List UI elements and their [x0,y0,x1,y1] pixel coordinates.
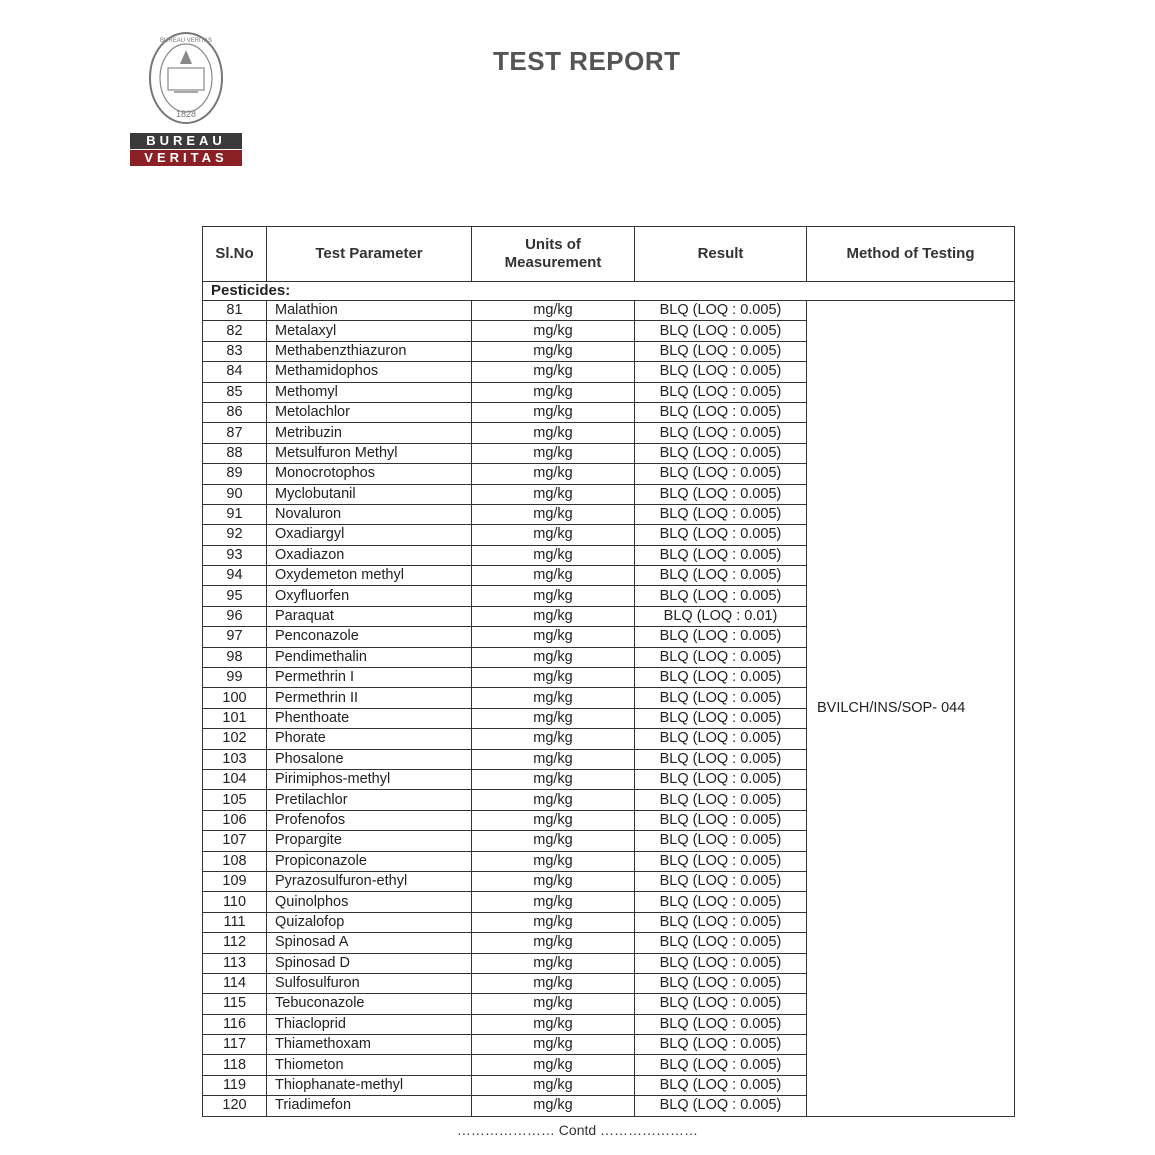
cell-result: BLQ (LOQ : 0.005) [635,892,807,912]
cell-test-parameter: Metribuzin [267,423,472,443]
cell-slno: 88 [203,443,267,463]
cell-test-parameter: Propargite [267,831,472,851]
cell-slno: 118 [203,1055,267,1075]
cell-unit: mg/kg [472,362,635,382]
cell-test-parameter: Methomyl [267,382,472,402]
cell-test-parameter: Monocrotophos [267,464,472,484]
cell-slno: 114 [203,973,267,993]
logo-ring-text: BUREAU VERITAS [160,38,212,44]
cell-test-parameter: Phosalone [267,749,472,769]
cell-slno: 110 [203,892,267,912]
cell-slno: 84 [203,362,267,382]
cell-result: BLQ (LOQ : 0.005) [635,933,807,953]
cell-test-parameter: Methabenzthiazuron [267,341,472,361]
cell-slno: 106 [203,810,267,830]
cell-test-parameter: Metalaxyl [267,321,472,341]
cell-test-parameter: Pretilachlor [267,790,472,810]
cell-unit: mg/kg [472,994,635,1014]
cell-result: BLQ (LOQ : 0.005) [635,912,807,932]
col-header-units-label: Units of Measurement [504,236,602,271]
cell-slno: 101 [203,708,267,728]
cell-test-parameter: Myclobutanil [267,484,472,504]
cell-result: BLQ (LOQ : 0.005) [635,586,807,606]
cell-unit: mg/kg [472,423,635,443]
cell-slno: 95 [203,586,267,606]
cell-test-parameter: Sulfosulfuron [267,973,472,993]
cell-result: BLQ (LOQ : 0.005) [635,1014,807,1034]
cell-result: BLQ (LOQ : 0.005) [635,973,807,993]
cell-unit: mg/kg [472,1055,635,1075]
cell-unit: mg/kg [472,668,635,688]
cell-unit: mg/kg [472,729,635,749]
cell-slno: 115 [203,994,267,1014]
results-table [202,226,1015,1117]
cell-test-parameter: Quinolphos [267,892,472,912]
cell-test-parameter: Paraquat [267,606,472,626]
table-header-row [203,227,1015,282]
cell-slno: 103 [203,749,267,769]
cell-unit: mg/kg [472,1096,635,1116]
cell-test-parameter: Metolachlor [267,402,472,422]
cell-test-parameter: Permethrin I [267,668,472,688]
table-row [203,301,1015,321]
cell-test-parameter: Oxyfluorfen [267,586,472,606]
logo-word-bureau: BUREAU [130,133,242,149]
cell-slno: 109 [203,871,267,891]
cell-unit: mg/kg [472,1014,635,1034]
cell-test-parameter: Oxadiazon [267,545,472,565]
cell-result: BLQ (LOQ : 0.005) [635,1096,807,1116]
cell-test-parameter: Metsulfuron Methyl [267,443,472,463]
cell-test-parameter: Tebuconazole [267,994,472,1014]
cell-slno: 99 [203,668,267,688]
cell-slno: 119 [203,1075,267,1095]
cell-result: BLQ (LOQ : 0.005) [635,851,807,871]
cell-test-parameter: Pyrazosulfuron-ethyl [267,871,472,891]
cell-test-parameter: Propiconazole [267,851,472,871]
cell-unit: mg/kg [472,647,635,667]
cell-result: BLQ (LOQ : 0.005) [635,382,807,402]
cell-result: BLQ (LOQ : 0.005) [635,749,807,769]
cell-slno: 117 [203,1035,267,1055]
cell-unit: mg/kg [472,688,635,708]
cell-result: BLQ (LOQ : 0.005) [635,484,807,504]
cell-unit: mg/kg [472,933,635,953]
cell-slno: 86 [203,402,267,422]
cell-unit: mg/kg [472,586,635,606]
contd-footer: ………………… Contd ………………… [456,1122,699,1138]
cell-slno: 93 [203,545,267,565]
cell-result: BLQ (LOQ : 0.005) [635,688,807,708]
cell-slno: 108 [203,851,267,871]
cell-test-parameter: Pendimethalin [267,647,472,667]
cell-test-parameter: Penconazole [267,627,472,647]
cell-unit: mg/kg [472,627,635,647]
cell-slno: 89 [203,464,267,484]
cell-unit: mg/kg [472,1075,635,1095]
cell-test-parameter: Spinosad A [267,933,472,953]
cell-unit: mg/kg [472,769,635,789]
cell-test-parameter: Phorate [267,729,472,749]
cell-result: BLQ (LOQ : 0.005) [635,464,807,484]
section-row [203,282,1015,301]
cell-slno: 91 [203,504,267,524]
cell-result: BLQ (LOQ : 0.005) [635,994,807,1014]
cell-result: BLQ (LOQ : 0.005) [635,668,807,688]
cell-slno: 113 [203,953,267,973]
cell-slno: 102 [203,729,267,749]
cell-result: BLQ (LOQ : 0.005) [635,790,807,810]
col-header-units [472,227,635,282]
cell-unit: mg/kg [472,749,635,769]
cell-result: BLQ (LOQ : 0.005) [635,708,807,728]
cell-test-parameter: Spinosad D [267,953,472,973]
cell-slno: 92 [203,525,267,545]
cell-slno: 87 [203,423,267,443]
cell-test-parameter: Novaluron [267,504,472,524]
cell-test-parameter: Methamidophos [267,362,472,382]
cell-unit: mg/kg [472,464,635,484]
cell-unit: mg/kg [472,606,635,626]
cell-test-parameter: Quizalofop [267,912,472,932]
cell-result: BLQ (LOQ : 0.005) [635,831,807,851]
cell-unit: mg/kg [472,790,635,810]
cell-unit: mg/kg [472,892,635,912]
cell-unit: mg/kg [472,1035,635,1055]
cell-test-parameter: Thiometon [267,1055,472,1075]
cell-test-parameter: Thiophanate-methyl [267,1075,472,1095]
cell-unit: mg/kg [472,341,635,361]
cell-result: BLQ (LOQ : 0.005) [635,627,807,647]
cell-test-parameter: Phenthoate [267,708,472,728]
col-header-result: Result [635,227,807,282]
cell-slno: 81 [203,301,267,321]
cell-result: BLQ (LOQ : 0.005) [635,1055,807,1075]
cell-unit: mg/kg [472,545,635,565]
cell-unit: mg/kg [472,504,635,524]
cell-slno: 94 [203,566,267,586]
cell-slno: 104 [203,769,267,789]
cell-result: BLQ (LOQ : 0.005) [635,647,807,667]
cell-unit: mg/kg [472,443,635,463]
cell-test-parameter: Profenofos [267,810,472,830]
col-header-method: Method of Testing [807,227,1015,282]
cell-unit: mg/kg [472,484,635,504]
cell-test-parameter: Oxadiargyl [267,525,472,545]
cell-test-parameter: Thiamethoxam [267,1035,472,1055]
bureau-veritas-logo [128,30,246,170]
cell-slno: 83 [203,341,267,361]
cell-result: BLQ (LOQ : 0.01) [635,606,807,626]
cell-unit: mg/kg [472,953,635,973]
cell-slno: 120 [203,1096,267,1116]
col-header-slno: Sl.No [203,227,267,282]
cell-result: BLQ (LOQ : 0.005) [635,566,807,586]
cell-unit: mg/kg [472,810,635,830]
cell-slno: 111 [203,912,267,932]
cell-result: BLQ (LOQ : 0.005) [635,321,807,341]
cell-result: BLQ (LOQ : 0.005) [635,423,807,443]
cell-unit: mg/kg [472,973,635,993]
cell-unit: mg/kg [472,525,635,545]
cell-test-parameter: Malathion [267,301,472,321]
cell-unit: mg/kg [472,871,635,891]
cell-result: BLQ (LOQ : 0.005) [635,1035,807,1055]
cell-slno: 97 [203,627,267,647]
cell-test-parameter: Pirimiphos-methyl [267,769,472,789]
logo-word-veritas: VERITAS [130,150,242,166]
cell-result: BLQ (LOQ : 0.005) [635,402,807,422]
cell-slno: 107 [203,831,267,851]
cell-result: BLQ (LOQ : 0.005) [635,729,807,749]
cell-result: BLQ (LOQ : 0.005) [635,810,807,830]
cell-unit: mg/kg [472,831,635,851]
cell-test-parameter: Oxydemeton methyl [267,566,472,586]
cell-result: BLQ (LOQ : 0.005) [635,871,807,891]
cell-result: BLQ (LOQ : 0.005) [635,953,807,973]
report-title: TEST REPORT [493,46,681,76]
cell-result: BLQ (LOQ : 0.005) [635,769,807,789]
cell-unit: mg/kg [472,402,635,422]
cell-slno: 100 [203,688,267,708]
cell-unit: mg/kg [472,382,635,402]
cell-slno: 90 [203,484,267,504]
cell-test-parameter: Triadimefon [267,1096,472,1116]
cell-result: BLQ (LOQ : 0.005) [635,362,807,382]
cell-result: BLQ (LOQ : 0.005) [635,545,807,565]
cell-unit: mg/kg [472,566,635,586]
cell-unit: mg/kg [472,321,635,341]
cell-slno: 105 [203,790,267,810]
cell-slno: 116 [203,1014,267,1034]
cell-result: BLQ (LOQ : 0.005) [635,504,807,524]
logo-year: 1828 [175,109,197,119]
cell-unit: mg/kg [472,851,635,871]
cell-slno: 112 [203,933,267,953]
cell-result: BLQ (LOQ : 0.005) [635,525,807,545]
cell-slno: 98 [203,647,267,667]
cell-test-parameter: Permethrin II [267,688,472,708]
cell-result: BLQ (LOQ : 0.005) [635,443,807,463]
cell-test-parameter: Thiacloprid [267,1014,472,1034]
cell-result: BLQ (LOQ : 0.005) [635,341,807,361]
col-header-test-parameter: Test Parameter [267,227,472,282]
cell-result: BLQ (LOQ : 0.005) [635,1075,807,1095]
seal-icon [146,30,226,130]
cell-slno: 82 [203,321,267,341]
cell-unit: mg/kg [472,708,635,728]
cell-method-of-testing: BVILCH/INS/SOP- 044 [807,301,1015,1117]
section-label: Pesticides: [203,282,1015,301]
cell-unit: mg/kg [472,912,635,932]
cell-result: BLQ (LOQ : 0.005) [635,301,807,321]
cell-slno: 85 [203,382,267,402]
cell-slno: 96 [203,606,267,626]
cell-unit: mg/kg [472,301,635,321]
